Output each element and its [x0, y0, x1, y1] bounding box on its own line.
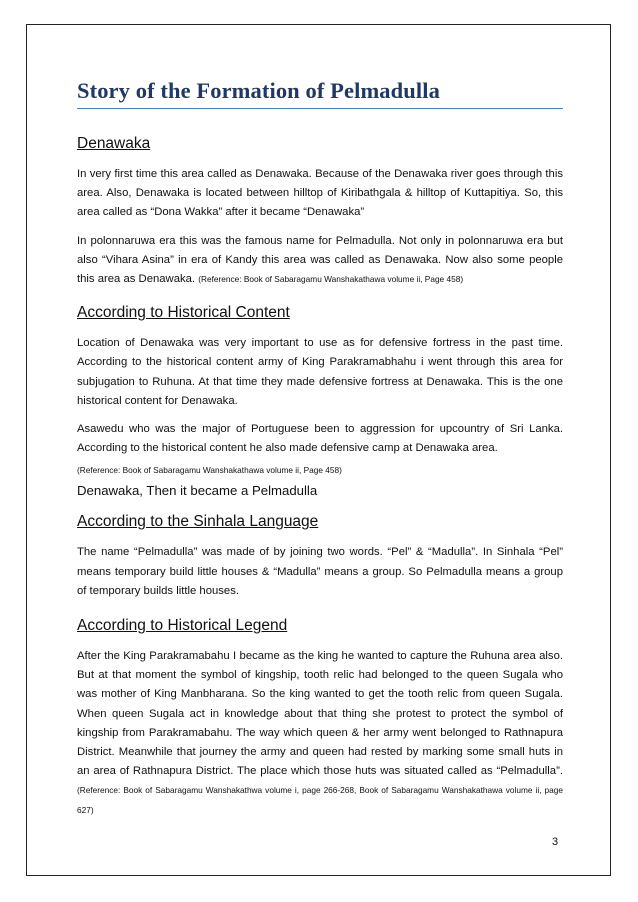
paragraph-text: Asawedu who was the major of Portuguese been to aggression for upcountry of Sri Lanka. According to the historical content he also made defensive camp at Denawaka area.: [77, 423, 563, 455]
reference-note: (Reference: Book of Sabaragamu Wanshakathawa volume ii, Page 458): [77, 465, 342, 476]
paragraph-sinhala-language: [77, 543, 563, 601]
page-number: 3: [552, 836, 559, 848]
reference-note: (Reference: Book of Sabaragamu Wanshakathwa volume i, page 266-268, Book of Sabaragamu Wanshakathawa volume ii, page 627): [77, 785, 563, 815]
paragraph-text: In very first time this area called as Denawaka. Because of the Denawaka river goes through this area. Also, Denawaka is located between hilltop of Kiribathgala & hilltop of Kuttapitiya. So, this area called as “Dona Wakka” after it became “Denawaka”: [77, 168, 563, 219]
section-heading-historical-legend: According to Historical Legend: [77, 617, 288, 635]
paragraph-text: In polonnaruwa era this was the famous name for Pelmadulla. Not only in polonnaruwa era but also “Vihara Asina” in era of Kandy this area was called as Denawaka. Now also some people this area as Denawaka.: [77, 234, 563, 286]
document-title: Story of the Formation of Pelmadulla: [77, 76, 563, 109]
paragraph-historical-content-2: [77, 420, 563, 458]
paragraph-text: After the King Parakramabahu I became as the king he wanted to capture the Ruhuna area also. But at that moment the symbol of kingship, tooth relic had belonged to the queen Sugala who was mother of King Manbharana. So the king wanted to get the tooth relic from queen Sugala. When queen Sugala act in knowledge about that thing she protest to protect the symbol of kingship from Parakramabahu. The way which queen & her army went belonged to Rathnapura District. Meanwhile that journey the army and queen had rested by marking some small huts in an area of Rathnapura District. The place which those huts was situated called as “Pelmadulla”.: [77, 650, 563, 778]
paragraph-text: The name “Pelmadulla” was made of by joining two words. “Pel” & “Madulla”. In Sinhala “Pel” means temporary build little houses & “Madulla” means a group. So Pelmadulla means a group of temporary builds little houses.: [77, 546, 563, 597]
reference-note: (Reference: Book of Sabaragamu Wanshakathawa volume ii, Page 458): [198, 274, 464, 285]
paragraph-text: Location of Denawaka was very important to use as for defensive fortress in the past time. According to the historical content army of King Parakramabhahu i went through this area for subjugation to Ruhuna. At that time they made defensive fortress at Denawaka. This is the one historical content for Denawaka.: [77, 337, 563, 407]
section-heading-sinhala-language: According to the Sinhala Language: [77, 513, 319, 531]
paragraph-denawaka-2: [77, 232, 563, 290]
paragraph-historical-content-1: [77, 334, 563, 411]
section-heading-historical-content: According to Historical Content: [77, 304, 290, 322]
section-heading-denawaka: Denawaka: [77, 135, 151, 152]
paragraph-denawaka-1: [77, 165, 563, 223]
paragraph-historical-legend: [77, 647, 563, 820]
document-body: [77, 76, 563, 820]
closing-line: Denawaka, Then it became a Pelmadulla: [77, 483, 318, 499]
